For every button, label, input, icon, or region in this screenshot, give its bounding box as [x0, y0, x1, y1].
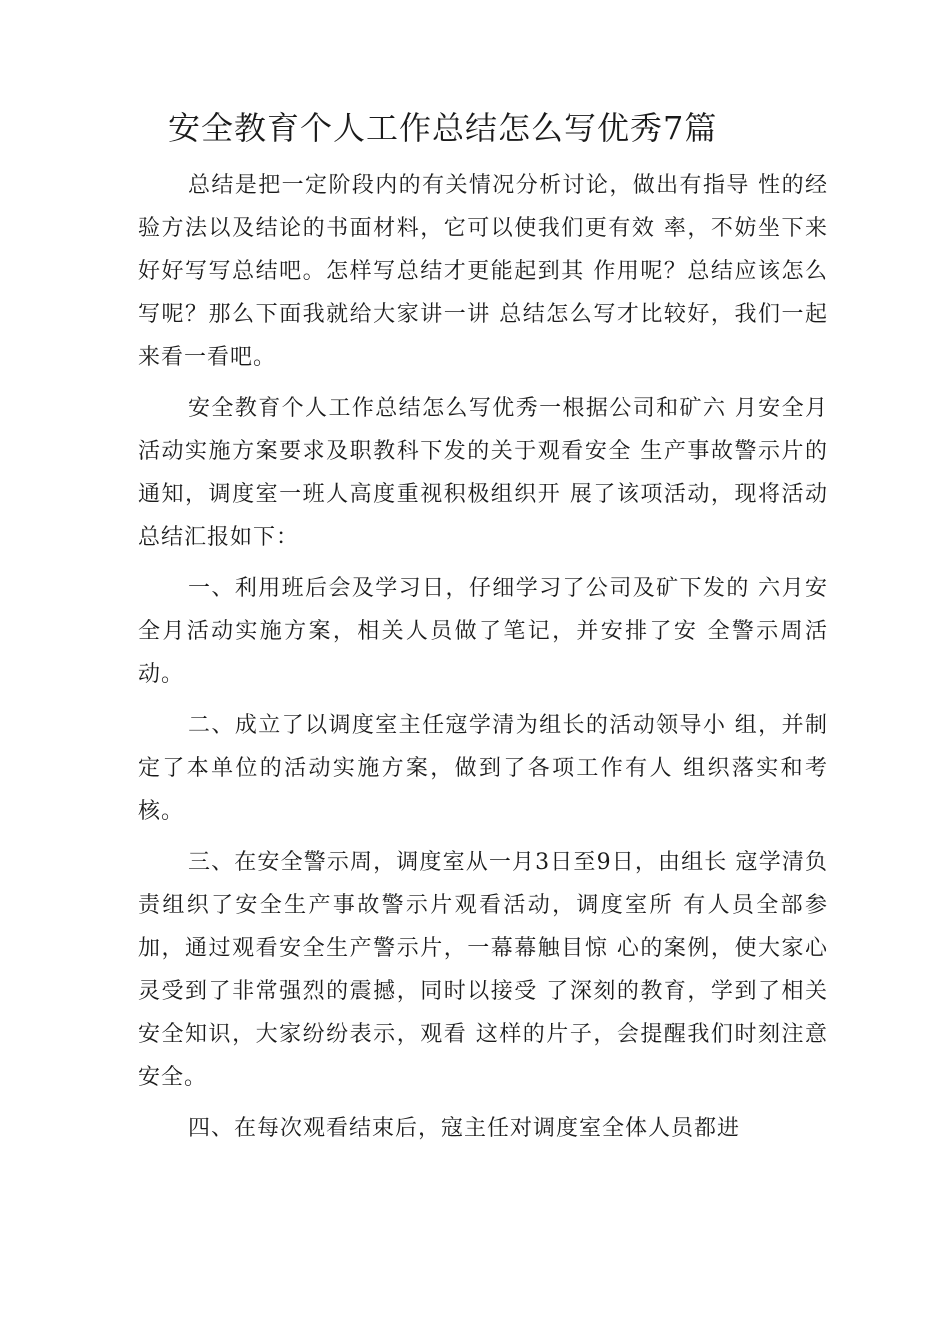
paragraph-item-1: 一、利用班后会及学习日，仔细学习了公司及矿下发的 六月安全月活动实施方案，相关人员做了笔记，并安排了安 全警示周活动。 — [138, 576, 828, 687]
document-title: 安全教育个人工作总结怎么写优秀7篇 — [168, 109, 718, 147]
document-body — [138, 164, 828, 1150]
paragraph-item-4: 四、在每次观看结束后，寇主任对调度室全体人员都进 — [188, 1116, 741, 1141]
paragraph-item-2: 二、成立了以调度室主任寇学清为组长的活动领导小 组，并制定了本单位的活动实施方案，做到了各项工作有人 组织落实和考核。 — [138, 713, 828, 824]
paragraph-background: 安全教育个人工作总结怎么写优秀一根据公司和矿六 月安全月活动实施方案要求及职教科下发的关于观看安全 生产事故警示片的通知，调度室一班人高度重视积极组织开 展了该项活动，现将活动总结汇报如下： — [138, 396, 828, 550]
paragraph-item-3: 三、在安全警示周，调度室从一月3日至9日，由组长 寇学清负责组织了安全生产事故警示片观看活动，调度室所 有人员全部参加，通过观看安全生产警示片，一幕幕触目惊 心的案例，使大家心灵受到了非常强烈的震撼，同时以接受 了深刻的教育，学到了相关安全知识，大家纷纷表示，观看 这样的片子，会提醒我们时刻注意安全。 — [138, 850, 828, 1090]
paragraph-intro: 总结是把一定阶段内的有关情况分析讨论，做出有指导 性的经验方法以及结论的书面材料，它可以使我们更有效 率，不妨坐下来好好写写总结吧。怎样写总结才更能起到其 作用呢？总结应该怎么写呢？那么下面我就给大家讲一讲 总结怎么写才比较好，我们一起来看一看吧。 — [138, 173, 828, 370]
